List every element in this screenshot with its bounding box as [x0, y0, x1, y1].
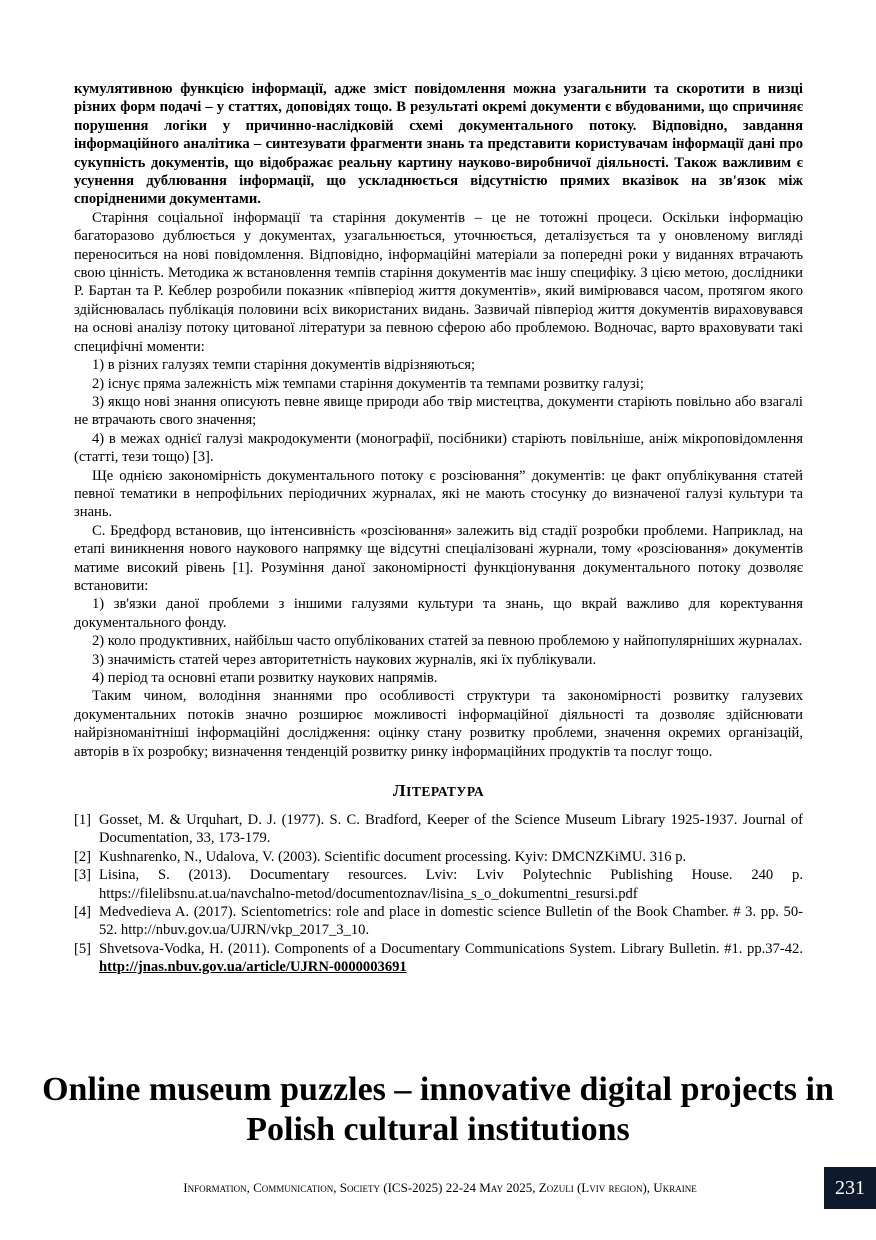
- references-list: [74, 811, 803, 977]
- paragraph-conclusion: Таким чином, володіння знаннями про особливості структури та закономірності розвитку галузевих документальних потоків значно розширює можливості інформаційної діяльності та дозволяє здійснювати найрізноманітніші інформаційні дослідження: оцінку стану розвитку проблеми, значення окремих організацій, авторів в їх розробку; визначення тенденцій розвитку ринку інформаційних продуктів та послуг тощо.: [74, 688, 803, 760]
- list2-item-1: 1) зв'язки даної проблеми з іншими галузями культури та знань, що вкрай важливо для коректування документального фонду.: [74, 596, 803, 631]
- reference-text: Lisina, S. (2013). Documentary resources. Lviv: Lviv Polytechnic Publishing House. 240 p. https://filelibsnu.at.ua/navchalno-metod/documentoznav/lisina_s_o_dokumentni_resursi.pdf: [99, 867, 803, 902]
- reference-number: [3]: [74, 867, 92, 884]
- reference-number: [1]: [74, 812, 92, 829]
- paragraph-scattering: Ще однією закономірність документального потоку є розсіювання” документів: це факт опублікування статей певної тематики в непрофільних періодичних журналах, які не мають стосунку до визначеної галузі культури та знань.: [74, 467, 803, 521]
- list2-item-3: 3) значимість статей через авторитетність наукових журналів, які їх публікували.: [92, 651, 597, 668]
- reference-item: [74, 811, 803, 848]
- reference-item: [74, 848, 803, 866]
- footer-text: Information, Communication, Society (ICS-2025) 22-24 May 2025, Zozuli (Lviv region), Ukraine: [183, 1180, 697, 1195]
- list-item-2: 2) існує пряма залежність між темпами старіння документів та темпами розвитку галузі;: [92, 375, 644, 392]
- reference-number: [2]: [74, 848, 92, 865]
- references-heading: [74, 781, 803, 801]
- reference-text-wrapper: [99, 940, 803, 977]
- reference-text: Medvedieva A. (2017). Scientometrics: role and place in domestic science Bulletin of the Book Chamber. # 3. pp. 50-52. http://nbuv.gov.ua/UJRN/vkp_2017_3_10.: [99, 904, 803, 939]
- reference-text: Kushnarenko, N., Udalova, V. (2003). Scientific document processing. Kyiv: DMCNZKiMU. 316 p.: [99, 848, 687, 865]
- reference-text: Shvetsova-Vodka, H. (2011). Components of a Documentary Communications System. Library Bulletin. #1. pp.37-42.: [99, 940, 803, 957]
- references-heading-rest: ІТЕРАТУРА: [406, 784, 485, 800]
- paragraph-aging: Старіння соціальної інформації та старіння документів – це не тотожні процеси. Оскільки інформацію багаторазово дублюється у документах, узагальнюється, уточнюється, деталізується та у оновленому вигляді переноситься на нові повідомлення. Відповідно, інформаційні матеріали за попередні роки у виданнях втрачають свою цінність. Методика ж встановлення темпів старіння документів має іншу специфіку. З цією метою, дослідники Р. Бартан та Р. Кеблер розробили показник «півперіод життя документів», який вимірювався часом, протягом якого здійснювалась публікація половини всіх використаних видань. Зазвичай півперіод життя документів вираховувався на основі аналізу потоку цитованої літератури за певною сферою або проблемою. Водночас, варто враховувати такі специфічні моменти:: [74, 209, 803, 355]
- bold-paragraph: кумулятивною функцією інформації, адже зміст повідомлення можна узагальнити та скоротити в низці різних форм подачі – у статтях, доповідях тощо. В результаті окремі документи є вбудованими, що спричиняє порушення логіки у причинно-наслідковій схемі документального потоку. Відповідно, завдання інформаційного аналітика – синтезувати фрагменти знань та представити користувачам інформації дані про сукупність документів, що відображає реальну картину науково-виробничої діяльності. Також важливим є усунення дублювання інформації, що ускладнюється відсутністю прямих вказівок на зв'язок між спорідненими документами.: [74, 81, 803, 208]
- reference-link[interactable]: http://jnas.nbuv.gov.ua/article/UJRN-0000003691: [99, 959, 407, 976]
- reference-number: [5]: [74, 940, 92, 957]
- reference-number: [4]: [74, 904, 92, 921]
- list-item-3: 3) якщо нові знання описують певне явище природи або твір мистецтва, документи старіють повільно або взагалі не втрачають свого значення;: [74, 393, 803, 429]
- references-heading-initial: Л: [392, 781, 407, 801]
- list2-item-2: 2) коло продуктивних, найбільш часто опублікованих статей за певною проблемою у найпопулярніших журналах.: [92, 633, 803, 650]
- page-number: 231: [835, 1176, 865, 1199]
- page-footer: [70, 1180, 810, 1196]
- list2-item-4: 4) період та основні етапи розвитку наукових напрямів.: [92, 670, 438, 686]
- paragraph-bradford: С. Бредфорд встановив, що інтенсивність «розсіювання» залежить від стадії розробки проблеми. Наприклад, на етапі виникнення нового наукового напрямку ще відсутні спеціалізовані журнали, тому «розсіювання» документів матиме високий рівень [1]. Розуміння даної закономірності функціонування документального потоку дозволяє встановити:: [74, 522, 803, 594]
- list-item-4: 4) в межах однієї галузі макродокументи (монографії, посібники) старіють повільніше, аніж мікроповідомлення (статті, тези тощо) [3].: [74, 430, 803, 466]
- page-number-badge: [824, 1167, 876, 1209]
- page-body: [74, 80, 803, 977]
- reference-item: [74, 940, 803, 977]
- reference-text: Gosset, M. & Urquhart, D. J. (1977). S. C. Bradford, Keeper of the Science Museum Library 1925-1937. Journal of Documentation, 33, 173-179.: [99, 812, 803, 847]
- list-item-1: 1) в різних галузях темпи старіння документів відрізняються;: [92, 357, 476, 374]
- next-article-title: Online museum puzzles – innovative digital projects in Polish cultural institutions: [42, 1071, 834, 1148]
- reference-item: [74, 866, 803, 903]
- reference-item: [74, 903, 803, 940]
